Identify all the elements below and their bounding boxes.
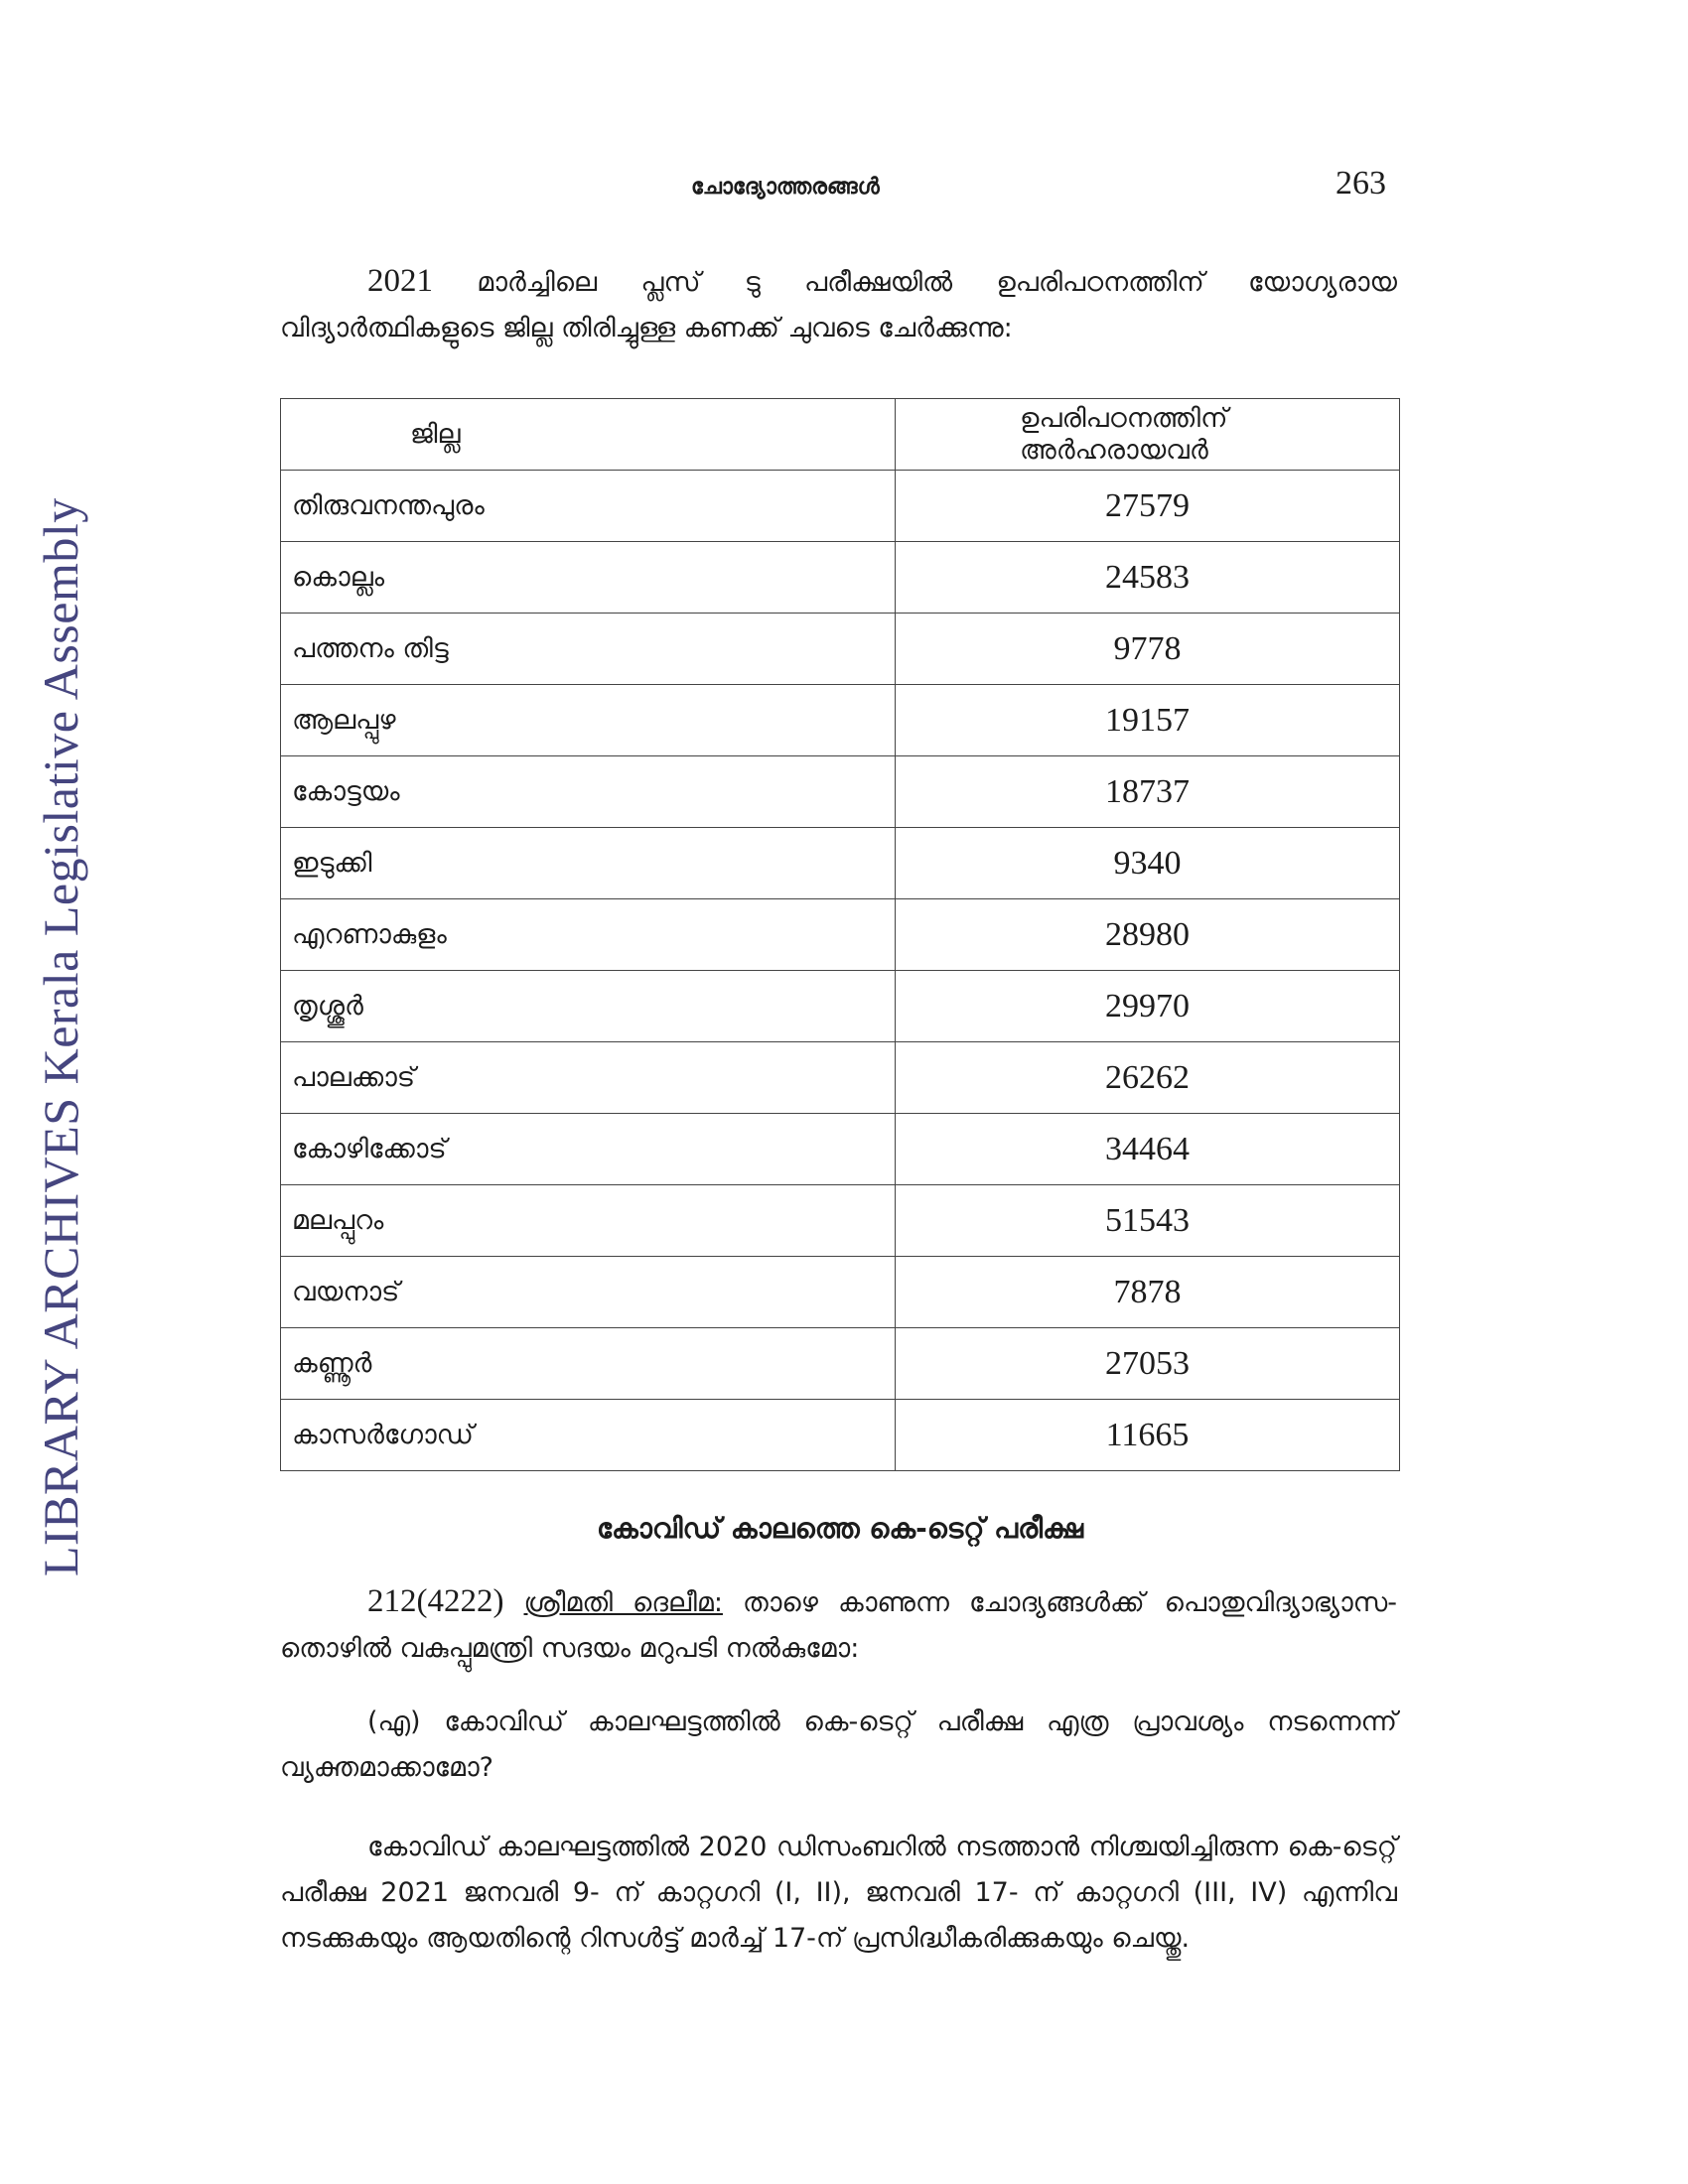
table-row <box>281 1328 1400 1400</box>
section-heading: കോവിഡ് കാലത്തെ കെ-ടെറ്റ് പരീക്ഷ <box>596 1512 1083 1545</box>
eligible-count: 7878 <box>896 1257 1400 1328</box>
eligible-count: 34464 <box>896 1114 1400 1185</box>
district-name: കോഴിക്കോട് <box>281 1114 896 1185</box>
district-name: പത്തനം തിട്ട <box>281 614 896 685</box>
answer-text: കോവിഡ് കാലഘട്ടത്തിൽ 2020 ഡിസംബറിൽ നടത്താൻ നിശ്ചയിച്ചിരുന്ന കെ-ടെറ്റ് പരീക്ഷ 2021 ജനവരി 9- ന് കാറ്റഗറി (I, II), ജനവരി 17- ന് കാറ്റഗറി (III, IV) എന്നിവ നടക്കുകയും ആയതിന്റെ റിസൾട്ട് മാർച്ച് 17-ന് പ്രസിദ്ധീകരിക്കുകയും ചെയ്തു. <box>280 1832 1397 1954</box>
eligible-count: 18737 <box>896 756 1400 828</box>
question-paragraph <box>280 1578 1397 1672</box>
table-row <box>281 1114 1400 1185</box>
table-row <box>281 1400 1400 1471</box>
answer-paragraph <box>280 1825 1397 1962</box>
eligible-count: 24583 <box>896 542 1400 614</box>
district-name: എറണാകുളം <box>281 899 896 971</box>
table-header-row <box>281 399 1400 471</box>
sub-question-label: (എ) <box>367 1706 421 1737</box>
district-name: മലപ്പുറം <box>281 1185 896 1257</box>
sub-question-text: കോവിഡ് കാലഘട്ടത്തിൽ കെ-ടെറ്റ് പരീക്ഷ എത്ര പ്രാവശ്യം നടന്നെന്ന് വ്യക്തമാക്കാമോ? <box>280 1706 1397 1783</box>
eligible-count: 51543 <box>896 1185 1400 1257</box>
table-row <box>281 1185 1400 1257</box>
district-name: തിരുവനന്തപുരം <box>281 471 896 542</box>
column-header-eligible: ഉപരിപഠനത്തിന് അർഹരായവർ <box>896 399 1400 471</box>
table-row <box>281 971 1400 1042</box>
table-row <box>281 685 1400 756</box>
district-name: പാലക്കാട് <box>281 1042 896 1114</box>
eligible-count: 19157 <box>896 685 1400 756</box>
sub-question-paragraph <box>280 1700 1397 1791</box>
running-title: ചോദ്യോത്തരങ്ങൾ <box>691 175 880 200</box>
district-name: ഇടുക്കി <box>281 828 896 899</box>
eligible-count: 27579 <box>896 471 1400 542</box>
eligible-count: 29970 <box>896 971 1400 1042</box>
eligible-count: 27053 <box>896 1328 1400 1400</box>
eligible-count: 9778 <box>896 614 1400 685</box>
district-name: തൃശ്ശൂർ <box>281 971 896 1042</box>
table-row <box>281 899 1400 971</box>
eligible-count: 26262 <box>896 1042 1400 1114</box>
district-name: കാസർഗോഡ് <box>281 1400 896 1471</box>
table-row <box>281 1042 1400 1114</box>
member-name: ശ്രീമതി ദെലീമ: <box>523 1587 723 1618</box>
question-text: താഴെ കാണുന്ന ചോദ്യങ്ങൾക്ക് പൊതുവിദ്യാഭ്യാസ-തൊഴിൽ വകുപ്പുമന്ത്രി സദയം മറുപടി നൽകുമോ: <box>280 1587 1397 1664</box>
question-number: 212(4222) <box>367 1583 504 1619</box>
column-header-district: ജില്ല <box>281 399 896 471</box>
table-row <box>281 471 1400 542</box>
district-name: കണ്ണൂർ <box>281 1328 896 1400</box>
table-row <box>281 614 1400 685</box>
table-row <box>281 828 1400 899</box>
eligible-count: 11665 <box>896 1400 1400 1471</box>
archive-watermark: LIBRARY ARCHIVES Kerala Legislative Assembly <box>33 497 88 1576</box>
district-name: കോട്ടയം <box>281 756 896 828</box>
district-name: ആലപ്പുഴ <box>281 685 896 756</box>
eligible-count: 28980 <box>896 899 1400 971</box>
table-row <box>281 1257 1400 1328</box>
intro-text: മാർച്ചിലെ പ്ലസ് ടു പരീക്ഷയിൽ ഉപരിപഠനത്തിന് യോഗ്യരായ വിദ്യാർത്ഥികളുടെ ജില്ല തിരിച്ചുള്ള കണക്ക് ചുവടെ ചേർക്കുന്നു: <box>280 267 1397 343</box>
intro-paragraph <box>280 258 1397 351</box>
table-row <box>281 756 1400 828</box>
eligible-count: 9340 <box>896 828 1400 899</box>
district-name: കൊല്ലം <box>281 542 896 614</box>
page-number: 263 <box>1336 165 1386 202</box>
table-row <box>281 542 1400 614</box>
intro-year: 2021 <box>367 263 433 299</box>
district-name: വയനാട് <box>281 1257 896 1328</box>
district-eligibility-table <box>280 398 1400 1471</box>
